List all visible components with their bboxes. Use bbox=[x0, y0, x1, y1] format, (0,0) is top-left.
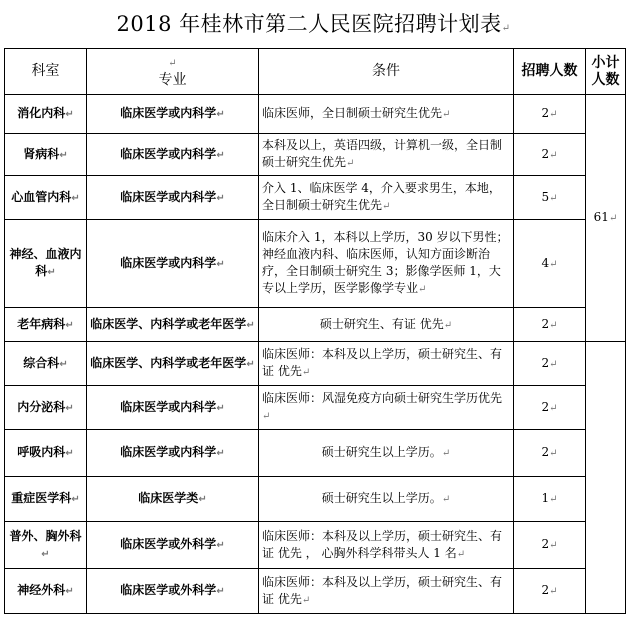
dept-cell: 心血管内科↵ bbox=[5, 176, 87, 220]
page-title bbox=[0, 8, 627, 38]
condition-cell: 临床介入 1，本科以上学历，30 岁以下男性；神经血液内科、临床医师，认知方面诊断治疗，全日制硕士研究生 3；影像学医师 1，大专以上学历，医学影像学专业↵ bbox=[259, 220, 514, 308]
count-cell: 2↵ bbox=[514, 342, 586, 386]
table-row bbox=[5, 134, 626, 176]
condition-cell: 硕士研究生、有证 优先↵ bbox=[259, 308, 514, 342]
major-cell: 临床医学、内科学或老年医学↵ bbox=[87, 308, 259, 342]
table-row bbox=[5, 220, 626, 308]
title-text: 2018 年桂林市第二人民医院招聘计划表 bbox=[116, 12, 502, 36]
table-row bbox=[5, 308, 626, 342]
recruitment-plan-table bbox=[4, 48, 626, 614]
count-cell: 5↵ bbox=[514, 176, 586, 220]
major-cell: 临床医学或内科学↵ bbox=[87, 134, 259, 176]
dept-cell: 神经外科↵ bbox=[5, 569, 87, 614]
dept-cell: 普外、胸外科↵ bbox=[5, 522, 87, 569]
major-cell: 临床医学类↵ bbox=[87, 477, 259, 522]
dept-cell: 呼吸内科↵ bbox=[5, 430, 87, 477]
count-cell: 2↵ bbox=[514, 308, 586, 342]
table-row bbox=[5, 522, 626, 569]
condition-cell: 硕士研究生以上学历。↵ bbox=[259, 430, 514, 477]
table-row bbox=[5, 430, 626, 477]
condition-cell: 介入 1、临床医学 4，介入要求男生，本地，全日制硕士研究生优先↵ bbox=[259, 176, 514, 220]
condition-cell: 临床医师：风湿免疫方向硕士研究生学历优先↵ bbox=[259, 386, 514, 430]
count-cell: 2↵ bbox=[514, 95, 586, 134]
table-row bbox=[5, 176, 626, 220]
table-row bbox=[5, 342, 626, 386]
condition-cell: 临床医师：本科及以上学历，硕士研究生、有证 优先 ， 心胸外科学科带头人 1 名↵ bbox=[259, 522, 514, 569]
dept-cell: 消化内科↵ bbox=[5, 95, 87, 134]
major-cell: 临床医学或内科学↵ bbox=[87, 430, 259, 477]
count-cell: 2↵ bbox=[514, 386, 586, 430]
dept-cell: 神经、血液内科↵ bbox=[5, 220, 87, 308]
major-cell: 临床医学、内科学或老年医学↵ bbox=[87, 342, 259, 386]
dept-cell: 内分泌科↵ bbox=[5, 386, 87, 430]
condition-cell: 临床医师：本科及以上学历，硕士研究生、有证 优先↵ bbox=[259, 569, 514, 614]
table-row bbox=[5, 386, 626, 430]
count-cell: 1↵ bbox=[514, 477, 586, 522]
major-cell: 临床医学或内科学↵ bbox=[87, 95, 259, 134]
header-subtotal: 小计人数 bbox=[586, 49, 626, 95]
table-row bbox=[5, 569, 626, 614]
count-cell: 4↵ bbox=[514, 220, 586, 308]
condition-cell: 硕士研究生以上学历。↵ bbox=[259, 477, 514, 522]
dept-cell: 综合科↵ bbox=[5, 342, 87, 386]
count-cell: 2↵ bbox=[514, 134, 586, 176]
major-cell: 临床医学或内科学↵ bbox=[87, 386, 259, 430]
major-cell: 临床医学或外科学↵ bbox=[87, 569, 259, 614]
major-cell: 临床医学或外科学↵ bbox=[87, 522, 259, 569]
count-cell: 2↵ bbox=[514, 522, 586, 569]
dept-cell: 重症医学科↵ bbox=[5, 477, 87, 522]
condition-cell: 临床医师：本科及以上学历，硕士研究生、有证 优先↵ bbox=[259, 342, 514, 386]
table-row bbox=[5, 95, 626, 134]
dept-cell: 老年病科↵ bbox=[5, 308, 87, 342]
condition-cell: 临床医师，全日制硕士研究生优先↵ bbox=[259, 95, 514, 134]
subtotal-cell-external bbox=[586, 342, 626, 614]
header-cond: 条件 bbox=[259, 49, 514, 95]
subtotal-cell: 61↵ bbox=[586, 95, 626, 342]
header-dept: 科室 bbox=[5, 49, 87, 95]
major-cell: 临床医学或内科学↵ bbox=[87, 220, 259, 308]
count-cell: 2↵ bbox=[514, 569, 586, 614]
header-row bbox=[5, 49, 626, 95]
count-cell: 2↵ bbox=[514, 430, 586, 477]
dept-cell: 肾病科↵ bbox=[5, 134, 87, 176]
header-count: 招聘人数 bbox=[514, 49, 586, 95]
table-row bbox=[5, 477, 626, 522]
condition-cell: 本科及以上，英语四级，计算机一级，全日制硕士研究生优先↵ bbox=[259, 134, 514, 176]
header-major: ↵ 专业 bbox=[87, 49, 259, 95]
major-cell: 临床医学或内科学↵ bbox=[87, 176, 259, 220]
paragraph-mark: ↵ bbox=[501, 23, 511, 34]
